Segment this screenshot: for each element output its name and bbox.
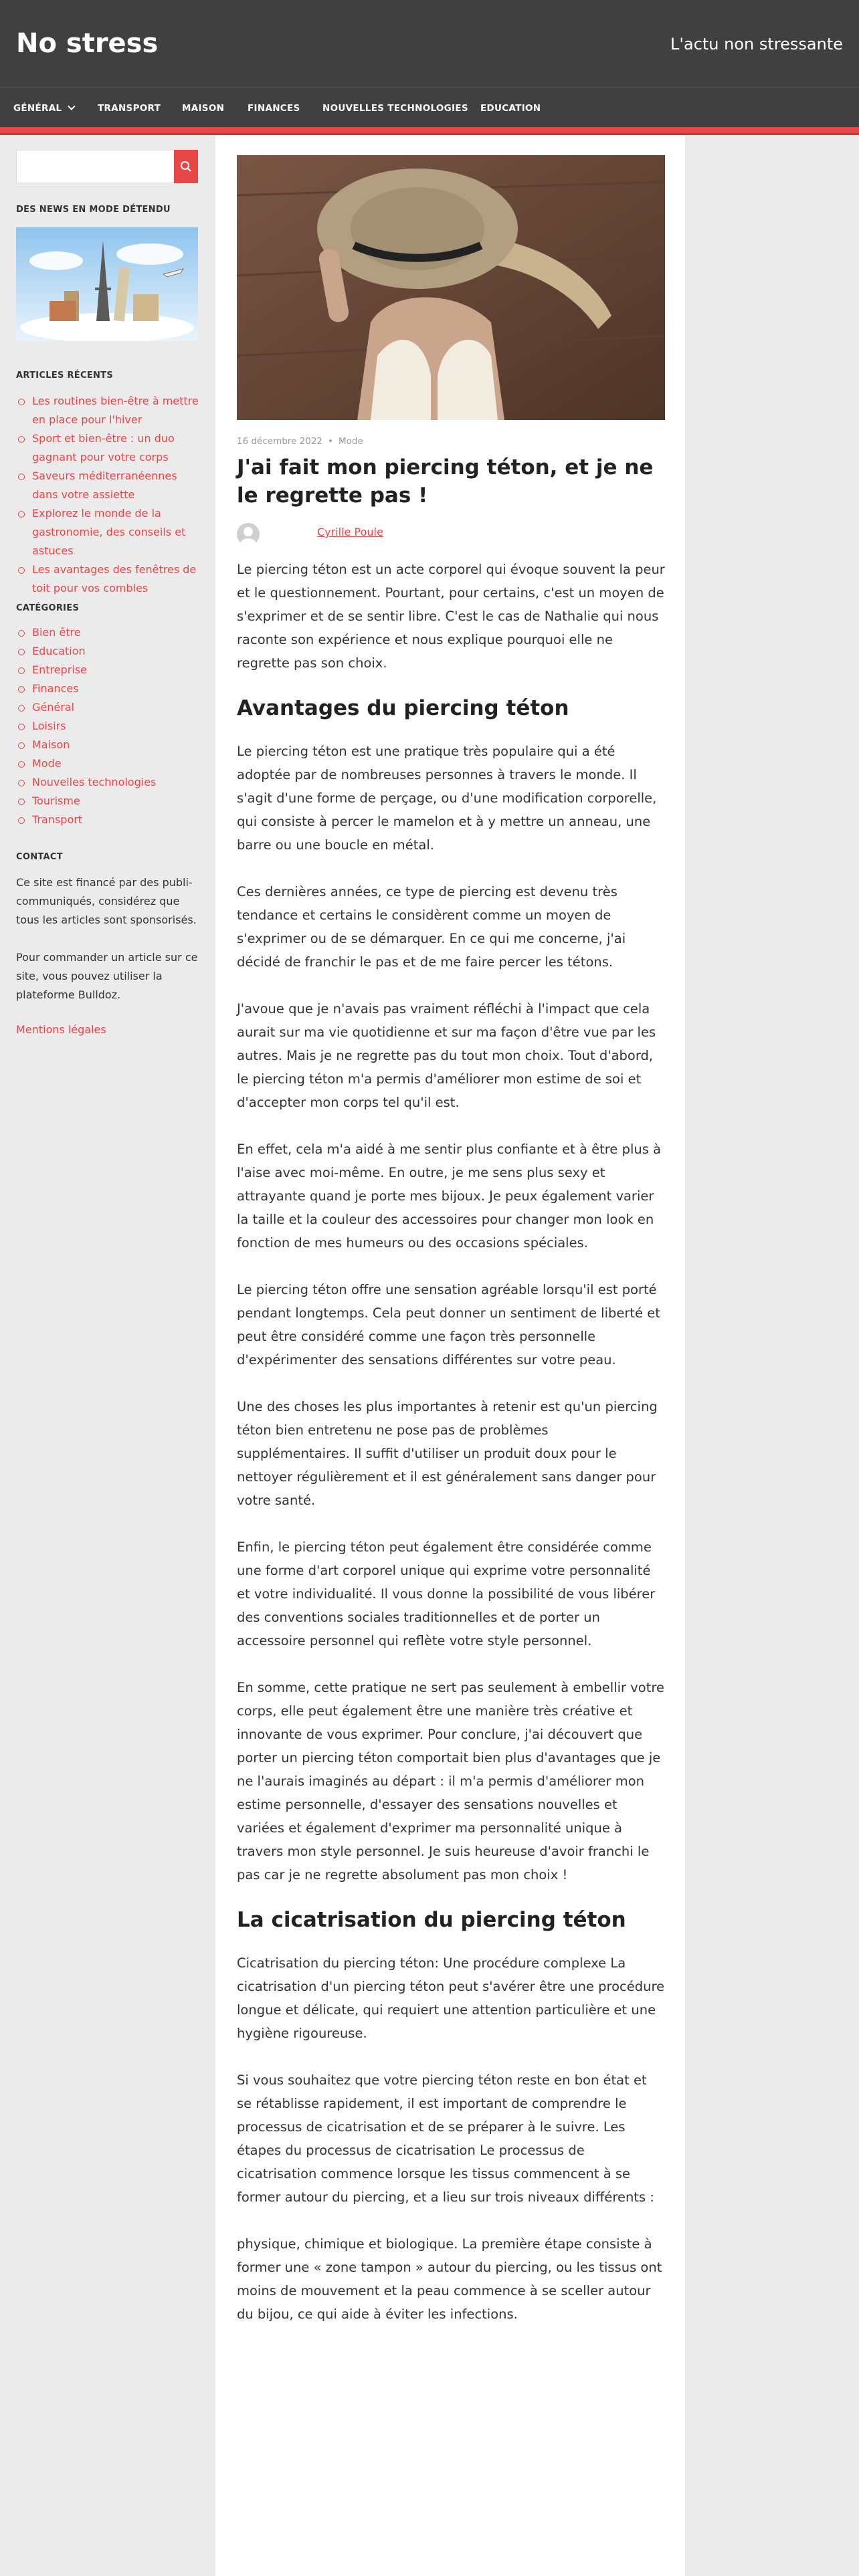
author-link[interactable]: Cyrille Poule bbox=[317, 526, 383, 538]
post-content bbox=[237, 558, 665, 2349]
paragraph: Si vous souhaitez que votre piercing téton reste en bon état et se rétablisse rapidement, il est important de comprendre le processus de cicatrisation et de se préparer à le suivre. Les étapes du processus de cicatrisation Le processus de cicatrisation commence lorsque les tissus commencent à se former autour du piercing, et a lieu sur trois niveaux différents : bbox=[237, 2072, 654, 2205]
recent-post-link[interactable]: Explorez le monde de la gastronomie, des conseils et astuces bbox=[32, 507, 186, 557]
paragraph: En somme, cette pratique ne sert pas seulement à embellir votre corps, elle peut également être une manière très créative et innovante de vous exprimer. Pour conclure, j'ai découvert que porter un piercing téton comportait bien plus d'avantages que je ne l'aurais imaginés au départ : il m'a permis d'améliorer mon estime personnelle, d'essayer des sensations nouvelles et variées et également d'exprimer ma personnalité unique à travers mon style personnel. Je suis heureuse d'avoir franchi le pas car je ne regrette absolument pas mon choix ! bbox=[237, 1680, 664, 1883]
page-background bbox=[685, 135, 859, 2576]
nav-item-maison[interactable]: MAISON bbox=[182, 103, 225, 114]
widget-title-news: DES NEWS EN MODE DÉTENDU bbox=[16, 205, 171, 215]
category-link[interactable]: Transport bbox=[32, 813, 83, 826]
category-link[interactable]: Mode bbox=[32, 757, 62, 770]
nav-item-general[interactable] bbox=[13, 88, 72, 128]
search-input[interactable] bbox=[17, 150, 175, 183]
post-category[interactable]: Mode bbox=[338, 436, 363, 447]
list-item bbox=[16, 736, 201, 754]
list-item bbox=[16, 717, 201, 736]
paragraph: Le piercing téton est un acte corporel qui évoque souvent la peur et le questionnement. Pourtant, pour certains, c'est un moyen de s'exprimer et de se sentir libre. C'est le cas de Nathalie qui nous raconte son expérience et nous explique pourquoi elle ne regrette pas son choix. bbox=[237, 562, 665, 671]
recent-posts-list bbox=[16, 392, 201, 598]
main-navigation bbox=[0, 87, 859, 127]
recent-post-link[interactable]: Sport et bien-être : un duo gagnant pour votre corps bbox=[32, 432, 175, 463]
category-link[interactable]: Maison bbox=[32, 738, 70, 751]
nav-item-nouvelles-technologies[interactable]: NOUVELLES TECHNOLOGIES bbox=[322, 103, 468, 114]
paragraph: Une des choses les plus importantes à retenir est qu'un piercing téton bien entretenu ne pose pas de problèmes supplémentaires. Il suffit d'utiliser un produit doux pour le nettoyer régulièrement et il est généralement sans danger pour votre santé. bbox=[237, 1399, 658, 1508]
recent-post-link[interactable]: Saveurs méditerranéennes dans votre assiette bbox=[32, 469, 177, 501]
paragraph: Enfin, le piercing téton peut également être considérée comme une forme d'art corporel unique qui exprime votre personnalité et votre individualité. Il vous donne la possibilité de vous libérer des conventions sociales traditionnelles et de porter un accessoire personnel qui reflète votre style personnel. bbox=[237, 1539, 656, 1648]
list-item bbox=[16, 467, 201, 504]
nav-item-finances[interactable]: FINANCES bbox=[248, 103, 300, 114]
post-meta: 16 décembre 2022 • Mode bbox=[237, 436, 363, 447]
legal-link[interactable]: Mentions légales bbox=[16, 1023, 106, 1036]
paragraph: Cicatrisation du piercing téton: Une procédure complexe La cicatrisation d'un piercing téton peut s'avérer être une procédure longue et délicate, qui requiert une attention particulière et une hygiène rigoureuse. bbox=[237, 1955, 665, 2041]
sidebar bbox=[0, 135, 215, 2576]
widget-title-contact: CONTACT bbox=[16, 852, 63, 862]
recent-post-link[interactable]: Les avantages des fenêtres de toit pour vos combles bbox=[32, 563, 197, 595]
paragraph: physique, chimique et biologique. La première étape consiste à former une « zone tampon » autour du piercing, ou les tissus ont moins de mouvement et la peau commence à se sceller autour du bijou, ce qui aide à éviter les infections. bbox=[237, 2236, 662, 2322]
featured-image bbox=[237, 155, 665, 420]
post-date[interactable]: 16 décembre 2022 bbox=[237, 436, 322, 447]
paragraph: Le piercing téton est une pratique très populaire qui a été adoptée par de nombreuses personnes à travers le monde. Il s'agit d'une forme de perçage, ou d'une modification corporelle, qui consiste à percer le mamelon et à y mettre un anneau, une barre ou une boucle en métal. bbox=[237, 744, 657, 853]
list-item bbox=[16, 504, 201, 560]
category-link[interactable]: Général bbox=[32, 701, 75, 714]
list-item bbox=[16, 754, 201, 773]
site-header bbox=[0, 0, 859, 87]
list-item bbox=[16, 392, 201, 429]
avatar bbox=[237, 523, 260, 546]
list-item bbox=[16, 560, 201, 598]
list-item bbox=[16, 792, 201, 811]
category-link[interactable]: Loisirs bbox=[32, 720, 66, 732]
chevron-down-icon bbox=[68, 103, 76, 110]
contact-text: Ce site est financé par des publi-communiqués, considérez que tous les articles sont sponsorisés. bbox=[16, 876, 197, 926]
category-link[interactable]: Entreprise bbox=[32, 663, 87, 676]
nav-item-label: GÉNÉRAL bbox=[13, 103, 62, 114]
category-link[interactable]: Finances bbox=[32, 682, 79, 695]
site-tagline: L'actu non stressante bbox=[670, 35, 843, 53]
list-item bbox=[16, 773, 201, 792]
category-link[interactable]: Nouvelles technologies bbox=[32, 776, 157, 788]
main-content bbox=[215, 135, 685, 2576]
search-form bbox=[16, 150, 198, 183]
site-title[interactable]: No stress bbox=[16, 28, 159, 59]
nav-item-transport[interactable]: TRANSPORT bbox=[98, 103, 161, 114]
travel-landmarks-image bbox=[16, 227, 198, 341]
category-link[interactable]: Tourisme bbox=[32, 794, 80, 807]
list-item bbox=[16, 661, 201, 679]
list-item bbox=[16, 679, 201, 698]
paragraph: Ces dernières années, ce type de piercing est devenu très tendance et certains le considèrent comme un moyen de s'exprimer ou de se démarquer. En ce qui me concerne, j'ai décidé de franchir le pas et de me faire percer les tétons. bbox=[237, 884, 626, 970]
paragraph: Le piercing téton offre une sensation agréable lorsqu'il est porté pendant longtemps. Cela peut donner un sentiment de liberté et peut être considéré comme une façon très personnelle d'expérimenter des sensations différentes sur votre peau. bbox=[237, 1282, 660, 1368]
categories-list bbox=[16, 623, 201, 829]
category-link[interactable]: Bien être bbox=[32, 626, 81, 639]
contact-text: Pour commander un article sur ce site, vous pouvez utiliser la plateforme Bulldoz. bbox=[16, 951, 198, 1001]
nav-item-education[interactable]: EDUCATION bbox=[480, 103, 541, 114]
list-item bbox=[16, 811, 201, 829]
search-button[interactable] bbox=[174, 150, 198, 183]
search-icon bbox=[180, 160, 192, 173]
paragraph: En effet, cela m'a aidé à me sentir plus confiante et à être plus à l'aise avec moi-même. En outre, je me sens plus sexy et attrayante quand je porte mes bijoux. Je peux également varier la taille et la couleur des accessoires pour changer mon look en fonction de mes humeurs ou des occasions spéciales. bbox=[237, 1142, 662, 1251]
list-item bbox=[16, 429, 201, 467]
recent-post-link[interactable]: Les routines bien-être à mettre en place pour l'hiver bbox=[32, 395, 199, 426]
section-heading: La cicatrisation du piercing téton bbox=[237, 1908, 626, 1932]
category-link[interactable]: Education bbox=[32, 645, 86, 657]
paragraph: J'avoue que je n'avais pas vraiment réfléchi à l'impact que cela aurait sur ma vie quotidienne et sur ma façon d'être vue par les autres. Mais je ne regrette pas du tout mon choix. Tout d'abord, le piercing téton m'a permis d'améliorer mon estime de soi et d'accepter mon corps tel qu'il est. bbox=[237, 1001, 656, 1110]
post-title: J'ai fait mon piercing téton, et je ne le regrette pas ! bbox=[237, 455, 654, 508]
widget-title-categories: CATÉGORIES bbox=[16, 603, 80, 613]
list-item bbox=[16, 623, 201, 642]
list-item bbox=[16, 698, 201, 717]
header-accent-bar bbox=[0, 127, 859, 135]
widget-title-recent: ARTICLES RÉCENTS bbox=[16, 370, 114, 381]
section-heading: Avantages du piercing téton bbox=[237, 696, 569, 720]
list-item bbox=[16, 642, 201, 661]
